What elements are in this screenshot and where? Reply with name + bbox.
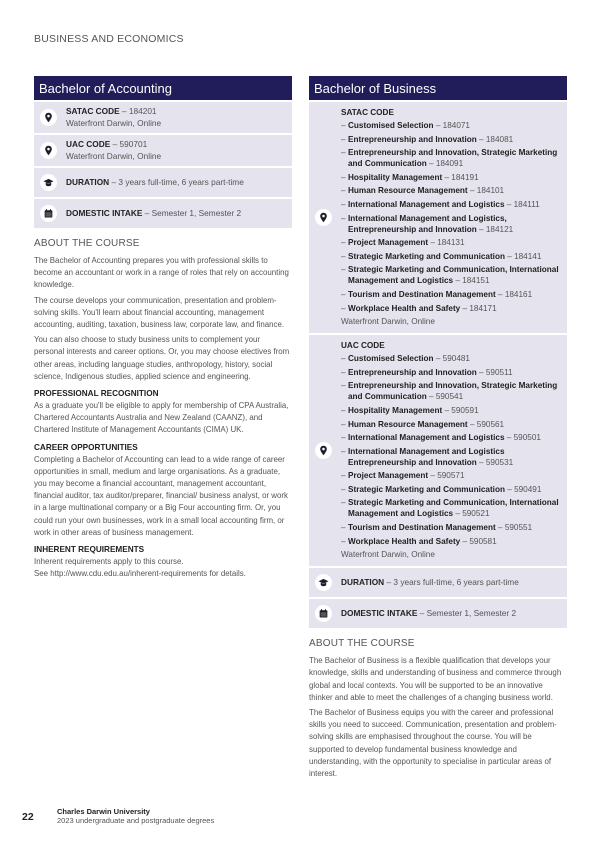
- inherent-requirements-heading: INHERENT REQUIREMENTS: [34, 545, 145, 555]
- row-value: 590701: [119, 139, 148, 149]
- dash-bullet: –: [341, 289, 346, 299]
- satac-heading: SATAC CODE: [341, 108, 394, 117]
- dash-bullet: –: [341, 405, 346, 415]
- uac-location: Waterfront Darwin, Online: [341, 550, 435, 560]
- row-location: Waterfront Darwin, Online: [66, 150, 162, 161]
- course-code: 590481: [442, 354, 470, 364]
- code-list-item: – Hospitality Management – 184191: [341, 172, 479, 182]
- dash-bullet: –: [341, 498, 346, 508]
- course-code: 590561: [476, 419, 505, 429]
- publication-name: 2023 undergraduate and postgraduate degrees: [57, 816, 215, 825]
- row-label: DURATION: [66, 176, 110, 187]
- course-code: 590491: [514, 484, 542, 494]
- course-code: 184121: [485, 224, 514, 234]
- dash-bullet: –: [341, 381, 346, 391]
- specialisation-name: Project Management: [348, 471, 429, 481]
- specialisation-name: Entrepreneurship and Innovation, Strategic Marketing and Communication: [348, 148, 558, 169]
- code-list-item: – Tourism and Destination Management – 184161: [341, 289, 533, 299]
- dash-bullet: –: [341, 303, 346, 313]
- professional-recognition-text: As a graduate you'll be eligible to apply for membership of CPA Australia, Chartered Accountants Australia and New Zealand (CAANZ), and Chartered Institute of Management Accountants (CIMA) UK.: [34, 401, 289, 435]
- course-code: 184141: [514, 251, 542, 261]
- about-paragraph: The Bachelor of Business equips you with the career and professional skills you need to succeed. Communication, presentation and problem-solving skills are emphasised throughout the course. You will be supported to develop fundamental business knowledge and understanding, with the opportunity to specialise in particular areas of interest.: [309, 708, 557, 779]
- graduation-cap-icon: [40, 174, 57, 191]
- row-label: DURATION: [341, 577, 385, 587]
- code-list-item: – Entrepreneurship and Innovation, Strategic Marketing and Communication – 590541: [341, 381, 558, 402]
- program-title-business: Bachelor of Business: [309, 76, 567, 100]
- course-code: 590551: [504, 523, 533, 533]
- code-list-item: – Strategic Marketing and Communication, International Management and Logistics – 184151: [341, 265, 559, 286]
- satac-code-row: SATAC CODE – 184201 Waterfront Darwin, Online: [34, 102, 292, 133]
- satac-codes-block: [309, 102, 567, 333]
- specialisation-name: Workplace Health and Safety: [348, 303, 461, 313]
- university-name: Charles Darwin University: [57, 807, 150, 816]
- about-paragraph: The Bachelor of Accounting prepares you with professional skills to become an accountant or work in a range of roles that rely on accounting knowledge.: [34, 256, 289, 290]
- course-code: 184191: [451, 172, 479, 182]
- code-list-item: – Workplace Health and Safety – 184171: [341, 303, 497, 313]
- dash-bullet: –: [341, 471, 346, 481]
- row-value: 3 years full-time, 6 years part-time: [118, 176, 244, 187]
- specialisation-name: International Management and Logistics Entrepreneurship and Innovation: [348, 446, 505, 467]
- dash-bullet: –: [341, 419, 346, 429]
- specialisation-name: Strategic Marketing and Communication, International Management and Logistics: [348, 265, 559, 286]
- course-code: 184081: [485, 134, 514, 144]
- code-list-item: – International Management and Logistics Entrepreneurship and Innovation – 590531: [341, 446, 514, 467]
- row-value: 184201: [128, 106, 157, 116]
- course-code: 590501: [513, 433, 541, 443]
- graduation-cap-icon: [315, 574, 332, 591]
- dash-bullet: –: [341, 265, 346, 275]
- location-pin-icon: [315, 442, 332, 459]
- course-code: 184171: [469, 303, 497, 313]
- code-list-item: – Human Resource Management – 590561: [341, 419, 505, 429]
- code-list-item: – Workplace Health and Safety – 590581: [341, 536, 497, 546]
- code-list-item: – Project Management – 184131: [341, 238, 465, 248]
- specialisation-name: Entrepreneurship and Innovation, Strategic Marketing and Communication: [348, 381, 558, 402]
- code-list-item: – Hospitality Management – 590591: [341, 405, 479, 415]
- code-list-item: – Project Management – 590571: [341, 471, 465, 481]
- dash-bullet: –: [341, 354, 346, 364]
- dash-bullet: –: [341, 121, 346, 130]
- row-value: 3 years full-time, 6 years part-time: [393, 577, 519, 587]
- specialisation-name: Strategic Marketing and Communication: [348, 484, 505, 494]
- professional-recognition-heading: PROFESSIONAL RECOGNITION: [34, 389, 159, 399]
- inherent-requirements-link[interactable]: See http://www.cdu.edu.au/inherent-requirements for details.: [34, 569, 246, 579]
- dash-bullet: –: [341, 148, 346, 158]
- specialisation-name: Customised Selection: [348, 354, 434, 364]
- accounting-column: [34, 76, 292, 583]
- specialisation-name: Strategic Marketing and Communication, International Management and Logistics: [348, 498, 559, 519]
- specialisation-name: Hospitality Management: [348, 405, 443, 415]
- course-code: 590581: [469, 536, 497, 546]
- code-list-item: – Customised Selection – 590481: [341, 354, 470, 364]
- program-title-accounting: Bachelor of Accounting: [34, 76, 292, 100]
- row-label: DOMESTIC INTAKE: [66, 207, 143, 218]
- row-value: Semester 1, Semester 2: [151, 207, 242, 218]
- specialisation-name: Workplace Health and Safety: [348, 536, 461, 546]
- specialisation-name: Strategic Marketing and Communication: [348, 251, 505, 261]
- code-list-item: – International Management and Logistics, Entrepreneurship and Innovation – 184121: [341, 213, 514, 234]
- page-number: 22: [22, 811, 34, 823]
- code-list-item: – Strategic Marketing and Communication, International Management and Logistics – 590521: [341, 498, 559, 519]
- calendar-icon: [315, 605, 332, 622]
- uac-code-row: UAC CODE – 590701 Waterfront Darwin, Online: [34, 135, 292, 166]
- career-opportunities-text: Completing a Bachelor of Accounting can lead to a wide range of career opportunities in small, medium and large organisations. As a graduate, you may become a financial accountant, management accountant, financial auditor, tax auditor/preparer, financial/ business analyst, or work in a large multinational company or a Big Four accounting firm. Or, you could run your own businesses, work in a small local accounting firm, or work in other areas of business management.: [34, 454, 288, 537]
- about-heading: ABOUT THE COURSE: [34, 238, 140, 249]
- dash-bullet: –: [341, 238, 346, 248]
- code-list-item: – Strategic Marketing and Communication – 590491: [341, 484, 542, 494]
- dash-bullet: –: [341, 251, 346, 261]
- career-opportunities-heading: CAREER OPPORTUNITIES: [34, 442, 138, 452]
- code-list-item: – International Management and Logistics – 184111: [341, 199, 540, 209]
- dash-bullet: –: [341, 367, 346, 377]
- course-code: 184161: [504, 289, 533, 299]
- dash-bullet: –: [341, 433, 346, 443]
- specialisation-name: Human Resource Management: [348, 186, 468, 196]
- location-pin-icon: [40, 142, 57, 159]
- row-label: SATAC CODE: [66, 106, 120, 116]
- calendar-icon: [40, 205, 57, 222]
- about-paragraph: You can also choose to study business units to complement your personal interests and career options. Or, you may choose electives from other areas, including language studies, anthropology, history, social science, Indigenous studies, applied science and engineering.: [34, 335, 290, 381]
- course-code: 590521: [462, 509, 490, 519]
- specialisation-name: Project Management: [348, 238, 429, 248]
- dash-bullet: –: [341, 199, 346, 209]
- code-list-item: – Entrepreneurship and Innovation – 184081: [341, 134, 514, 144]
- row-label: DOMESTIC INTAKE: [341, 608, 418, 618]
- specialisation-name: Entrepreneurship and Innovation: [348, 134, 477, 144]
- course-code: 184101: [476, 186, 505, 196]
- course-code: 184131: [437, 238, 465, 248]
- course-code: 184091: [435, 159, 464, 169]
- location-pin-icon: [315, 209, 332, 226]
- section-label: BUSINESS AND ECONOMICS: [34, 33, 184, 45]
- duration-row: DURATION – 3 years full-time, 6 years part-time: [34, 168, 292, 197]
- code-list-item: – Strategic Marketing and Communication – 184141: [341, 251, 542, 261]
- code-list-item: – Human Resource Management – 184101: [341, 186, 505, 196]
- about-paragraph: The Bachelor of Business is a flexible qualification that develops your knowledge, skills and understanding of business and commerce through global and local contexts. You will be supported to be an innovative thinker and able to meet the challenges of a changing business world.: [309, 656, 562, 702]
- about-paragraph: The course develops your communication, presentation and problem-solving skills. You'll learn about financial accounting, management accounting, auditing, taxation, business law, corporate law, and finance.: [34, 295, 285, 330]
- dash-bullet: –: [341, 172, 346, 182]
- course-code: 184071: [442, 121, 470, 130]
- uac-heading: UAC CODE: [341, 341, 385, 351]
- specialisation-name: International Management and Logistics, Entrepreneurship and Innovation: [348, 213, 507, 234]
- specialisation-name: Hospitality Management: [348, 172, 443, 182]
- uac-codes-block: [309, 335, 567, 566]
- course-code: 590531: [485, 457, 514, 467]
- specialisation-name: International Management and Logistics: [348, 199, 505, 209]
- dash-bullet: –: [341, 213, 346, 223]
- course-code: 590591: [451, 405, 479, 415]
- dash-bullet: –: [341, 523, 346, 533]
- code-list-item: – Tourism and Destination Management – 590551: [341, 523, 533, 533]
- dash-bullet: –: [341, 484, 346, 494]
- intake-row: DOMESTIC INTAKE – Semester 1, Semester 2: [34, 199, 292, 228]
- course-code: 590541: [435, 392, 464, 402]
- specialisation-name: Entrepreneurship and Innovation: [348, 367, 477, 377]
- course-code: 184151: [462, 276, 490, 286]
- specialisation-name: Customised Selection: [348, 121, 434, 130]
- row-label: UAC CODE: [66, 139, 111, 149]
- specialisation-name: International Management and Logistics: [348, 433, 505, 443]
- inherent-requirements-line1: Inherent requirements apply to this course.: [34, 557, 184, 567]
- course-code: 590571: [437, 471, 465, 481]
- dash-bullet: –: [341, 446, 346, 456]
- course-code: 590511: [485, 367, 513, 377]
- specialisation-name: Tourism and Destination Management: [348, 523, 496, 533]
- code-list-item: – International Management and Logistics – 590501: [341, 433, 541, 443]
- dash-bullet: –: [341, 134, 346, 144]
- duration-row: DURATION – 3 years full-time, 6 years part-time: [309, 568, 567, 597]
- intake-row: DOMESTIC INTAKE – Semester 1, Semester 2: [309, 599, 567, 628]
- about-heading: ABOUT THE COURSE: [309, 638, 415, 650]
- dash-bullet: –: [341, 536, 346, 546]
- code-list-item: – Entrepreneurship and Innovation, Strategic Marketing and Communication – 184091: [341, 148, 558, 169]
- business-column: [309, 76, 567, 783]
- row-value: Semester 1, Semester 2: [426, 608, 517, 618]
- dash-bullet: –: [341, 186, 346, 196]
- specialisation-name: Tourism and Destination Management: [348, 289, 496, 299]
- row-location: Waterfront Darwin, Online: [66, 117, 162, 128]
- code-list-item: – Entrepreneurship and Innovation – 590511: [341, 367, 513, 377]
- specialisation-name: Human Resource Management: [348, 419, 468, 429]
- location-pin-icon: [40, 109, 57, 126]
- page-footer: [22, 807, 214, 825]
- course-code: 184111: [513, 199, 540, 209]
- satac-location: Waterfront Darwin, Online: [341, 317, 435, 327]
- code-list-item: – Customised Selection – 184071: [341, 121, 470, 130]
